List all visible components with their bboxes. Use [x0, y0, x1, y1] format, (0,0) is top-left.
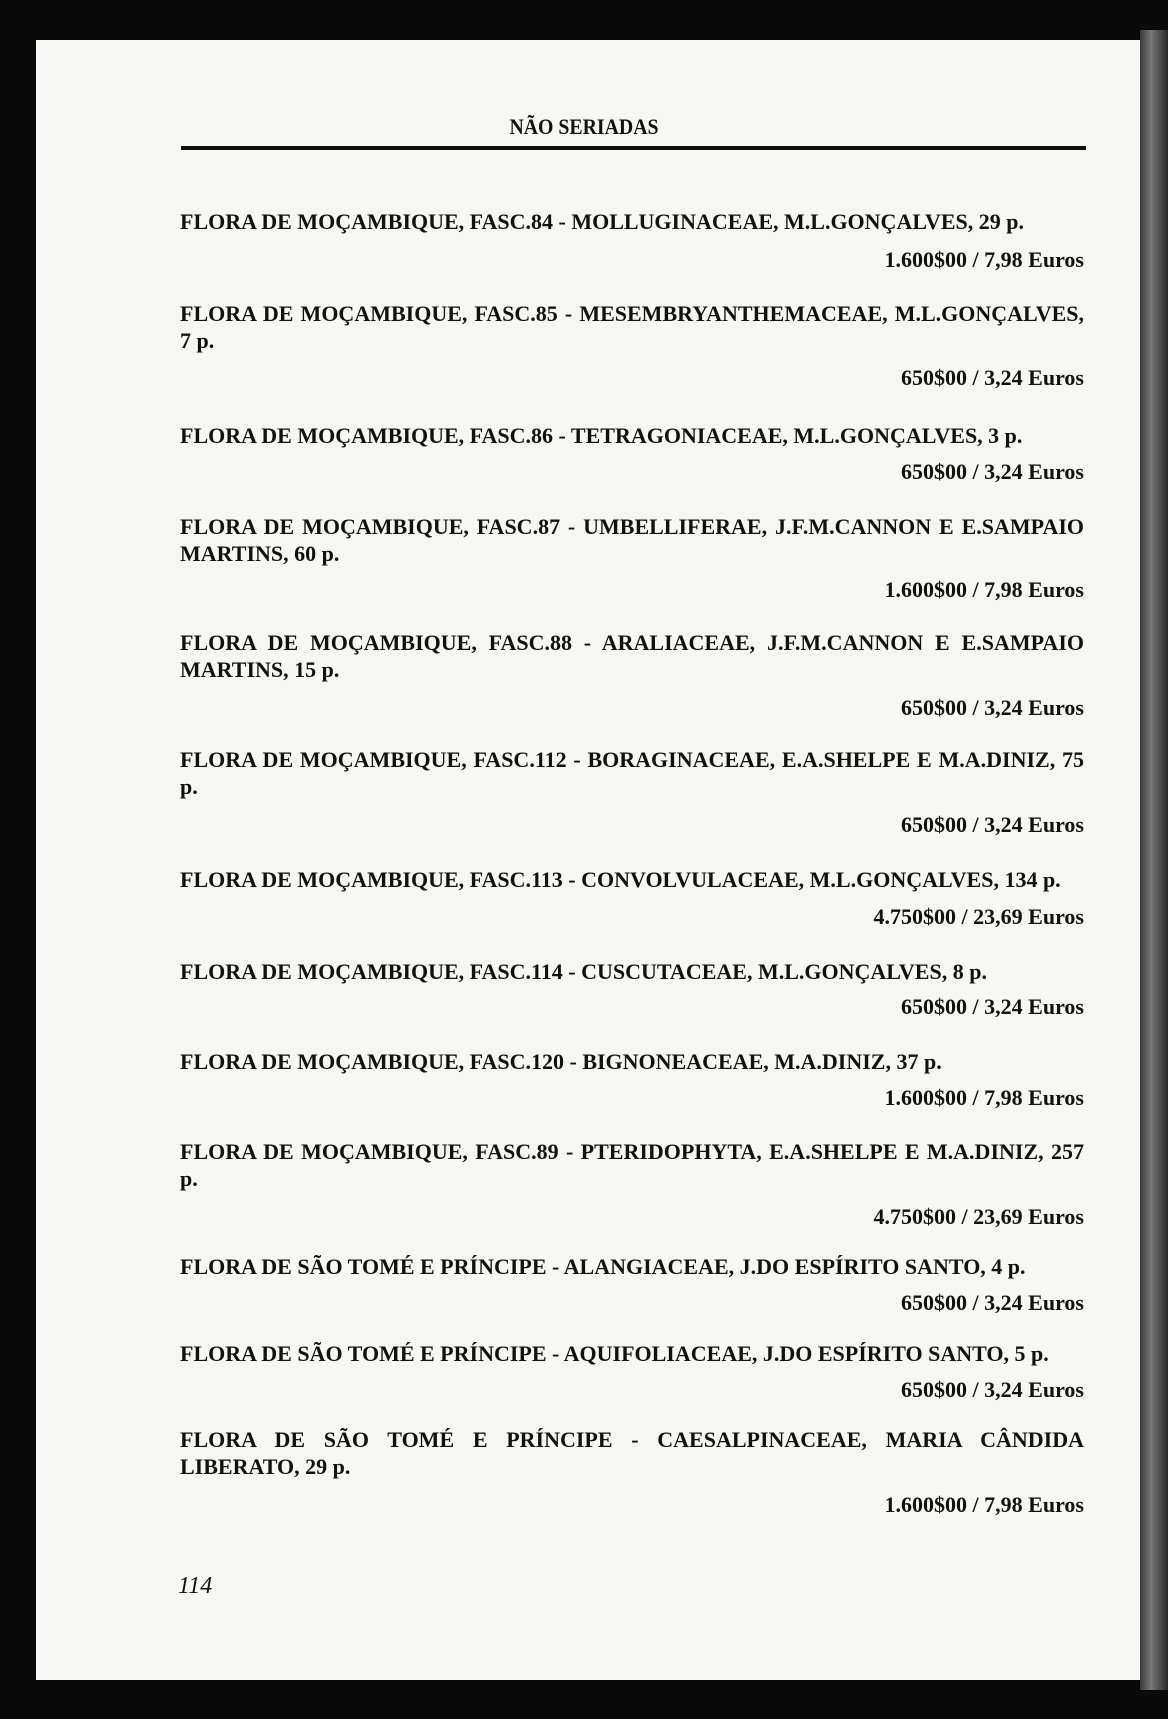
page-number: 114: [178, 1573, 213, 1599]
entry-title: FLORA DE MOÇAMBIQUE, FASC.84 - MOLLUGINACEAE, M.L.GONÇALVES, 29 p.: [180, 209, 1025, 234]
adjacent-page-edge: [1140, 30, 1168, 1690]
entry-price: 650$00 / 3,24 Euros: [901, 994, 1084, 1019]
entry-price: 650$00 / 3,24 Euros: [901, 365, 1084, 390]
header-rule: [181, 146, 1086, 150]
entry-price: 1.600$00 / 7,98 Euros: [884, 1085, 1084, 1110]
entry-title: FLORA DE MOÇAMBIQUE, FASC.113 - CONVOLVULACEAE, M.L.GONÇALVES, 134 p.: [180, 867, 1061, 892]
entry-price: 1.600$00 / 7,98 Euros: [884, 247, 1084, 272]
entry-title: FLORA DE MOÇAMBIQUE, FASC.85 - MESEMBRYANTHEMACEAE, M.L.GONÇALVES, 7 p.: [180, 301, 1084, 353]
entry-price: 650$00 / 3,24 Euros: [901, 1290, 1084, 1315]
entry-title: FLORA DE MOÇAMBIQUE, FASC.120 - BIGNONEACEAE, M.A.DINIZ, 37 p.: [180, 1049, 942, 1074]
entry-title: FLORA DE MOÇAMBIQUE, FASC.86 - TETRAGONIACEAE, M.L.GONÇALVES, 3 p.: [180, 423, 1023, 448]
entry-title: FLORA DE MOÇAMBIQUE, FASC.89 - PTERIDOPHYTA, E.A.SHELPE E M.A.DINIZ, 257 p.: [180, 1139, 1084, 1191]
entry-price: 4.750$00 / 23,69 Euros: [873, 1204, 1084, 1229]
entry-title: FLORA DE SÃO TOMÉ E PRÍNCIPE - AQUIFOLIACEAE, J.DO ESPÍRITO SANTO, 5 p.: [180, 1341, 1049, 1366]
entry-title: FLORA DE MOÇAMBIQUE, FASC.114 - CUSCUTACEAE, M.L.GONÇALVES, 8 p.: [180, 959, 987, 984]
entry-title: FLORA DE MOÇAMBIQUE, FASC.88 - ARALIACEAE, J.F.M.CANNON E E.SAMPAIO MARTINS, 15 p.: [180, 630, 1084, 682]
entry-title: FLORA DE SÃO TOMÉ E PRÍNCIPE - ALANGIACEAE, J.DO ESPÍRITO SANTO, 4 p.: [180, 1254, 1026, 1279]
entry-price: 1.600$00 / 7,98 Euros: [884, 1492, 1084, 1517]
entry-price: 650$00 / 3,24 Euros: [901, 695, 1084, 720]
entry-title: FLORA DE MOÇAMBIQUE, FASC.87 - UMBELLIFERAE, J.F.M.CANNON E E.SAMPAIO MARTINS, 60 p.: [180, 514, 1084, 566]
entry-price: 650$00 / 3,24 Euros: [901, 812, 1084, 837]
entry-price: 4.750$00 / 23,69 Euros: [873, 904, 1084, 929]
entry-price: 1.600$00 / 7,98 Euros: [884, 577, 1084, 602]
section-header: NÃO SERIADAS: [509, 114, 659, 139]
entry-title: FLORA DE MOÇAMBIQUE, FASC.112 - BORAGINACEAE, E.A.SHELPE E M.A.DINIZ, 75 p.: [180, 747, 1084, 799]
entry-price: 650$00 / 3,24 Euros: [901, 459, 1084, 484]
entry-price: 650$00 / 3,24 Euros: [901, 1377, 1084, 1402]
entry-title: FLORA DE SÃO TOMÉ E PRÍNCIPE - CAESALPINACEAE, MARIA CÂNDIDA LIBERATO, 29 p.: [180, 1427, 1084, 1479]
